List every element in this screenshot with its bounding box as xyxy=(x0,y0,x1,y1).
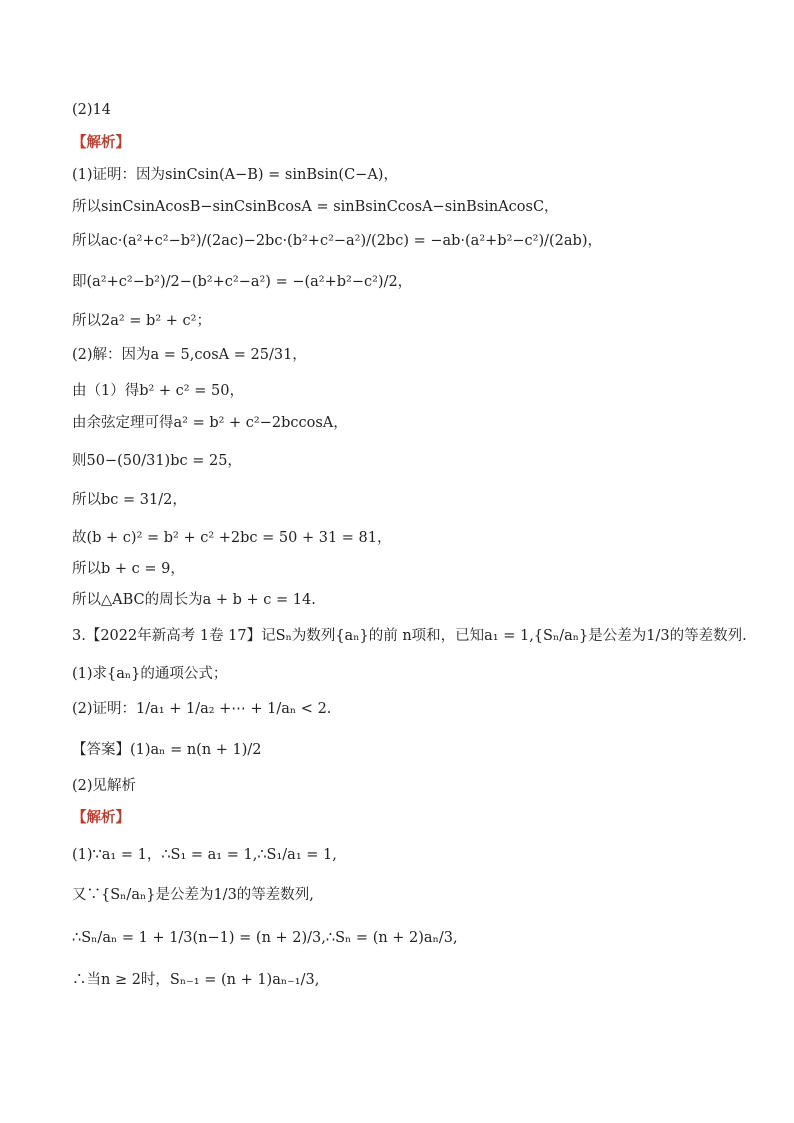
problem-3-part-1: (1)求{aₙ}的通项公式； xyxy=(72,666,228,682)
analysis-line-3: ∴Sₙ/aₙ = 1 + 1/3(n−1) = (n + 2)/3,∴Sₙ = (n + 2)aₙ/3, xyxy=(72,930,458,946)
analysis-heading: 【解析】 xyxy=(72,134,130,151)
solution-line-2: 由（1）得b² + c² = 50， xyxy=(72,383,244,399)
answer-line-2: (2)见解析 xyxy=(72,778,137,794)
solution-line-4: 则50−(50/31)bc = 25， xyxy=(72,453,242,469)
solution-line-7: 所以b + c = 9， xyxy=(72,561,185,577)
line-answer-2: (2)14 xyxy=(72,102,111,118)
proof-line-1: (1)证明：因为sinCsin(A−B) = sinBsin(C−A)， xyxy=(72,167,398,183)
analysis-line-1: (1)∵a₁ = 1，∴S₁ = a₁ = 1,∴S₁/a₁ = 1, xyxy=(72,847,337,863)
problem-3-part-2: (2)证明：1/a₁ + 1/a₂ +⋯ + 1/aₙ < 2. xyxy=(72,701,332,717)
solution-line-3: 由余弦定理可得a² = b² + c²−2bccosA， xyxy=(72,415,348,431)
solution-line-5: 所以bc = 31/2， xyxy=(72,492,187,508)
solution-line-6: 故(b + c)² = b² + c² +2bc = 50 + 31 = 81， xyxy=(72,530,392,546)
analysis-line-2: 又∵{Sₙ/aₙ}是公差为1/3的等差数列, xyxy=(72,887,314,903)
proof-line-4: 即(a²+c²−b²)/2−(b²+c²−a²) = −(a²+b²−c²)/2， xyxy=(72,274,413,290)
proof-line-2: 所以sinCsinAcosB−sinCsinBcosA = sinBsinCcosA−sinBsinAcosC， xyxy=(72,199,559,215)
solution-line-1: (2)解：因为a = 5,cosA = 25/31， xyxy=(72,347,307,363)
proof-line-3: 所以ac·(a²+c²−b²)/(2ac)−2bc·(b²+c²−a²)/(2bc) = −ab·(a²+b²−c²)/(2ab)， xyxy=(72,233,602,249)
solution-line-8: 所以△ABC的周长为a + b + c = 14. xyxy=(72,592,316,608)
analysis-heading-2: 【解析】 xyxy=(72,809,130,826)
answer-line-1: 【答案】(1)aₙ = n(n + 1)/2 xyxy=(72,742,262,758)
analysis-line-4: ∴当n ≥ 2时，Sₙ₋₁ = (n + 1)aₙ₋₁/3, xyxy=(72,972,320,988)
proof-line-5: 所以2a² = b² + c²； xyxy=(72,313,211,329)
problem-3-statement: 3.【2022年新高考 1卷 17】记Sₙ为数列{aₙ}的前 n项和，已知a₁ = 1,{Sₙ/aₙ}是公差为1/3的等差数列. xyxy=(72,628,747,644)
